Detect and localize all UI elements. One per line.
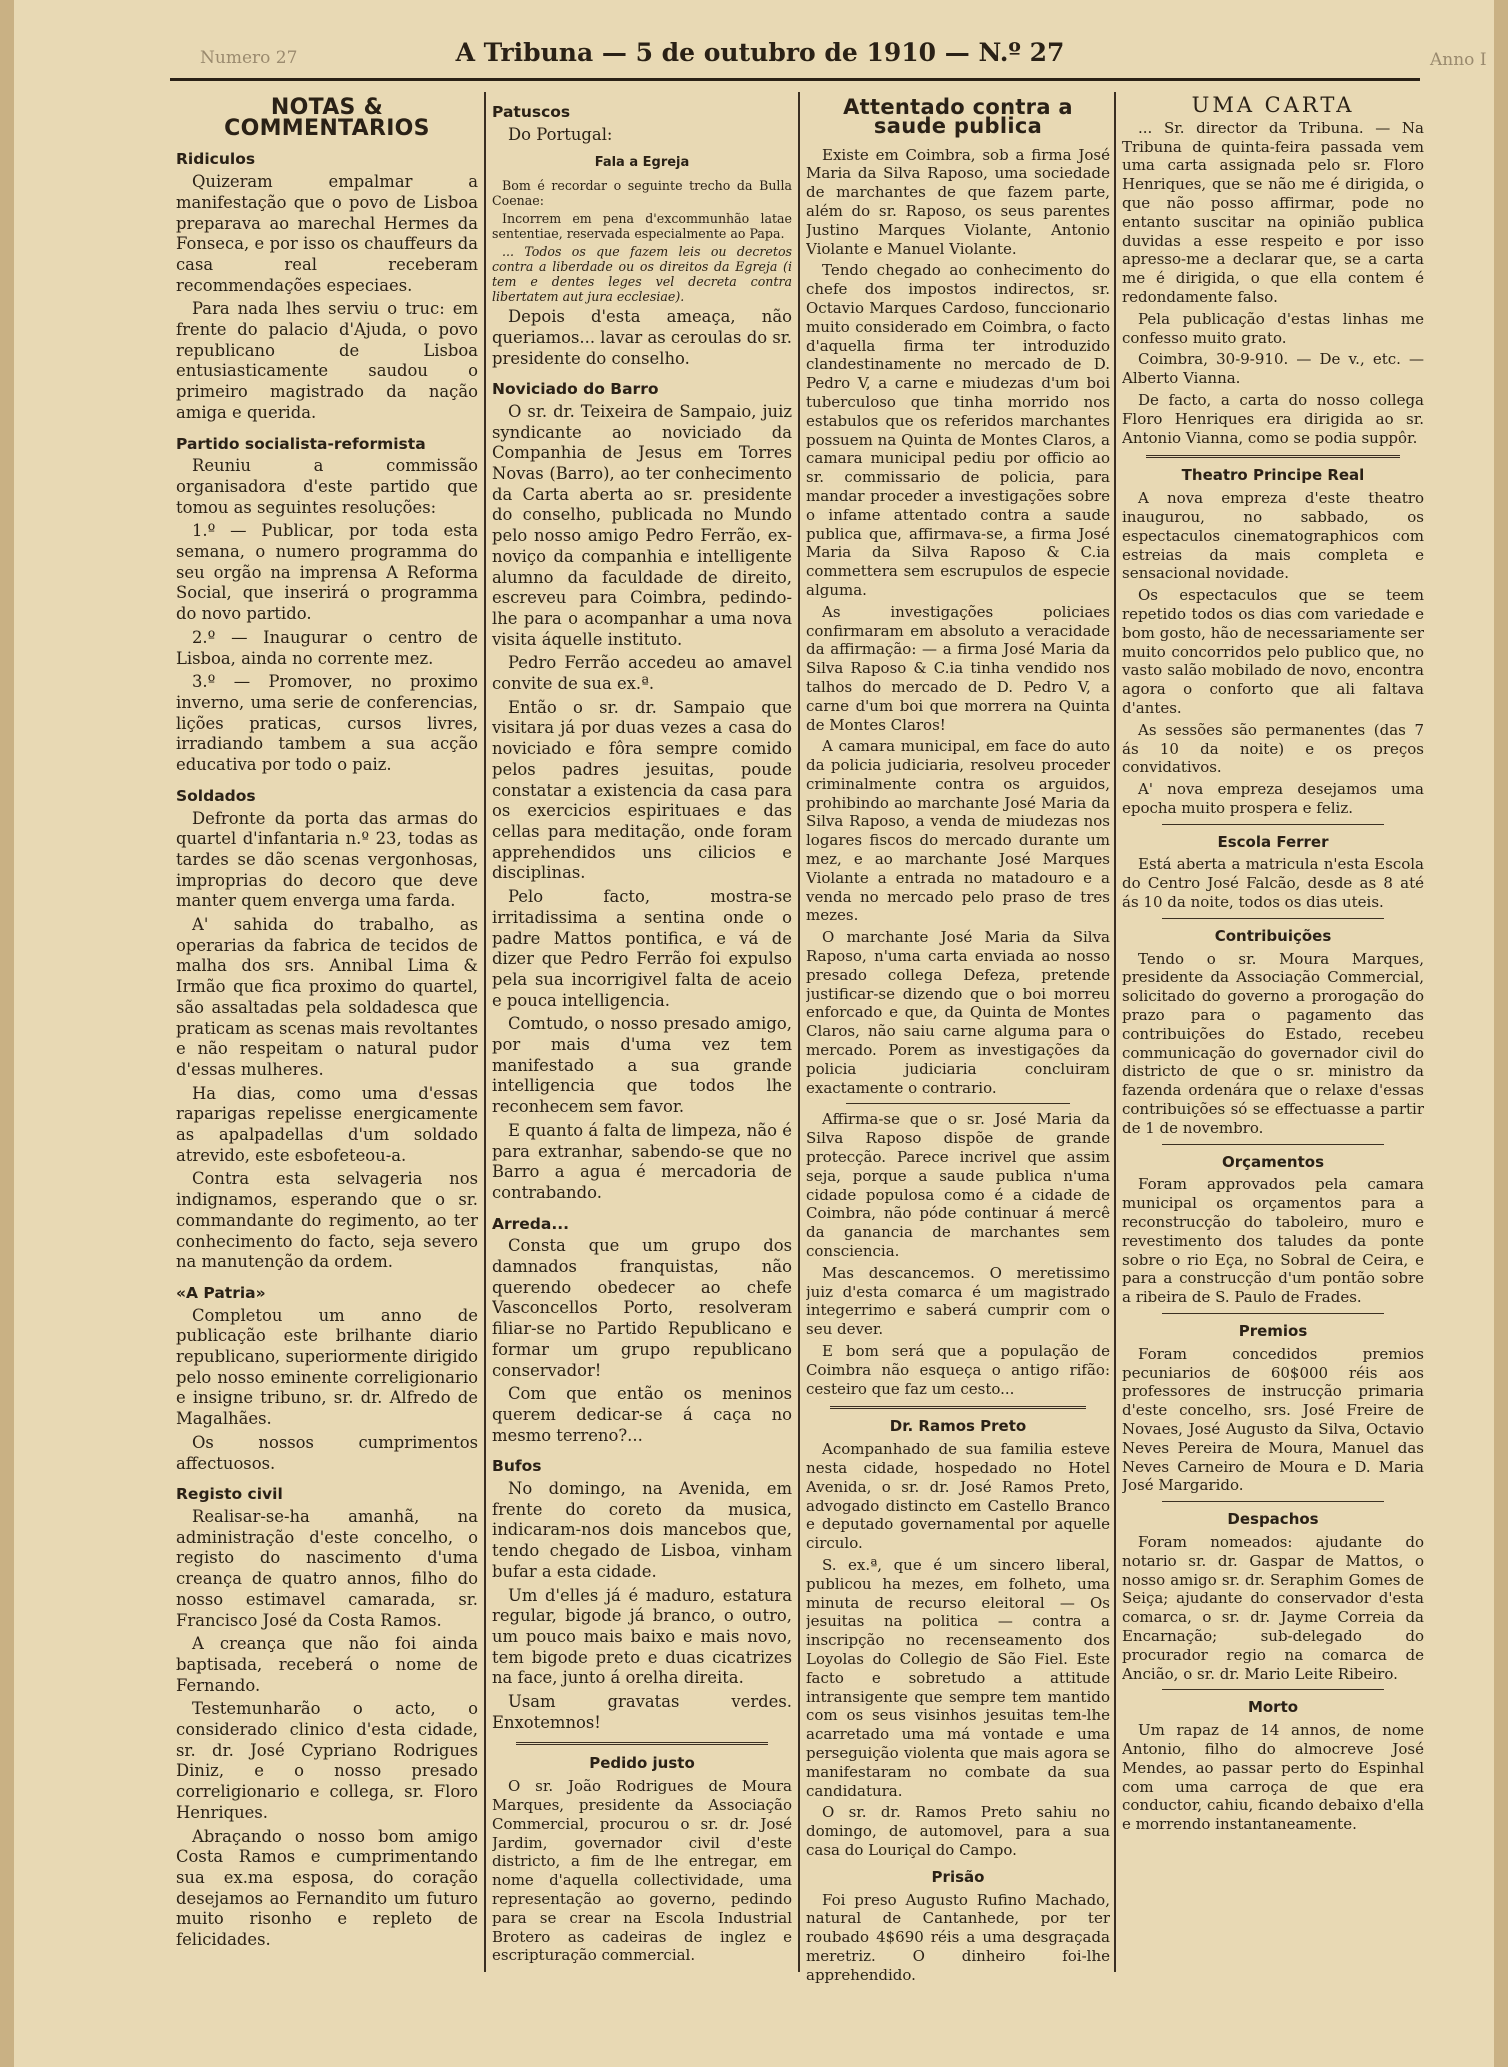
paragraph: A camara municipal, em face do auto da policia judiciaria, resolveu proceder criminalmente contra os arguidos, prohibindo ao marchante José Maria da Silva Raposo, a venda de miudezas nos logares fiscos do mercado durante um mez, e ao marchante José Marques Violante a entrada no matadouro e a venda no mercado pelo praso de tres mezes.	[806, 737, 1110, 925]
masthead-rule	[170, 78, 1420, 81]
paragraph: Acompanhado de sua familia esteve nesta cidade, hospedado no Hotel Avenida, o sr. dr. José Ramos Preto, advogado distincto em Castello Branco e deputado governamental por aquelle circulo.	[806, 1440, 1110, 1553]
masthead-title: A Tribuna — 5 de outubro de 1910 — N.º 27	[455, 38, 1065, 67]
section-title: NOTAS & COMMENTARIOS	[224, 95, 430, 141]
paragraph: Pedro Ferrão accedeu ao amavel convite de sua ex.ª.	[492, 653, 792, 694]
column-4	[1122, 92, 1424, 1837]
paragraph: Realisar-se-ha amanhã, na administração d'este concelho, o registo do nascimento d'uma creança de quatro annos, filho do nosso estimavel camarada, sr. Francisco José da Costa Ramos.	[176, 1507, 478, 1630]
quotation-block	[492, 178, 792, 304]
article-heading: Escola Ferrer	[1217, 832, 1329, 851]
paragraph: Defronte da porta das armas do quartel d'infantaria n.º 23, todas as tardes se dão scenas vergonhosas, improprias do decoro que deve manter quem enverga uma farda.	[176, 808, 478, 911]
section-title: Attentado contra a saude publica	[843, 95, 1073, 138]
article-heading: Partido socialista-reformista	[176, 434, 426, 453]
paragraph: Abraçando o nosso bom amigo Costa Ramos e cumprimentando sua ex.ma esposa, do coração desejamos ao Fernandito um futuro muito risonho e repleto de felicidades.	[176, 1826, 478, 1950]
article-heading: Ridiculos	[176, 150, 256, 169]
article-heading: Contribuições	[1214, 926, 1332, 945]
paragraph: A creança que não foi ainda baptisada, receberá o nome de Fernando.	[176, 1634, 478, 1695]
paragraph: O marchante José Maria da Silva Raposo, n'uma carta enviada ao nosso presado collega Defeza, pretende justificar-se dizendo que o boi morreu enforcado e que, da Quinta de Montes Claros, não saiu carne alguma para o mercado. Porem as investigações da policia judiciaria concluiram exactamente o contrario.	[806, 928, 1110, 1097]
paragraph: Então o sr. dr. Sampaio que visitara já por duas vezes a casa do noviciado e fôra sempre comido pelos padres jesuitas, poude constatar a existencia da casa para os exercicios espirituaes e das cellas para meditação, onde foram apprehendidos uns cilicios e disciplinas.	[492, 697, 792, 883]
paragraph: O sr. João Rodrigues de Moura Marques, presidente da Associação Commercial, procurou o sr. dr. José Jardim, governador civil d'este districto, a fim de lhe entregar, em nome d'aquella collectividade, uma representação ao governo, pedindo para se crear na Escola Industrial Brotero as cadeiras de inglez e escripturação commercial.	[492, 1777, 792, 1965]
paragraph: Affirma-se que o sr. José Maria da Silva Raposo dispõe de grande protecção. Parece incrivel que assim seja, porque a saude publica n'uma cidade populosa como é a cidade de Coimbra, não póde continuar á mercê da ganancia de marchantes sem consciencia.	[806, 1110, 1110, 1261]
paragraph: De facto, a carta do nosso collega Floro Henriques era dirigida ao sr. Antonio Vianna, como se podia suppôr.	[1122, 390, 1424, 447]
section-rule	[516, 1742, 768, 1745]
paragraph: Foi preso Augusto Rufino Machado, natural de Cantanhede, por ter roubado 4$690 réis a uma desgraçada meretriz. O dinheiro foi-lhe apprehendido.	[806, 1890, 1110, 1984]
paragraph: E quanto á falta de limpeza, não é para extranhar, sabendo-se que no Barro a agua é mercadoria de contrabando.	[492, 1120, 792, 1202]
article-heading: Patuscos	[492, 103, 571, 121]
paragraph: 2.º — Inaugurar o centro de Lisboa, ainda no corrente mez.	[176, 627, 478, 668]
quote-paragraph: Bom é recordar o seguinte trecho da Bulla Coenae:	[492, 178, 792, 209]
paragraph: Para nada lhes serviu o truc: em frente do palacio d'Ajuda, o povo republicano de Lisboa entusiasticamente saudou o primeiro magistrado da nação amiga e querida.	[176, 299, 478, 422]
column-1	[176, 92, 478, 1954]
paragraph: Consta que um grupo dos damnados franquistas, não querendo obedecer ao chefe Vasconcellos Porto, resolveram filiar-se no Partido Republicano e formar um grupo republicano conservador!	[492, 1236, 792, 1380]
divider	[1162, 824, 1384, 825]
paragraph: A nova empreza d'este theatro inaugurou, no sabbado, os espectaculos cinematographicos com estreias da mais completa e sensacional novidade.	[1122, 489, 1424, 583]
paragraph: Os espectaculos que se teem repetido todos os dias com variedade e bom gosto, hão de necessariamente ser muito concorridos pelo publico que, no vasto salão mobilado de novo, encontra agora o conforto que ali faltava d'antes.	[1122, 586, 1424, 717]
article-heading: Morto	[1247, 1698, 1299, 1717]
article-heading: Bufos	[492, 1457, 542, 1476]
paragraph: Com que então os meninos querem dedicar-se á caça no mesmo terreno?...	[492, 1384, 792, 1445]
paragraph: Pela publicação d'estas linhas me confesso muito grato.	[1122, 309, 1424, 347]
paragraph: Foram approvados pela camara municipal os orçamentos para a reconstrucção do taboleiro, muro e revestimento dos taludes da ponte sobre o rio Eça, no Sobral de Ceira, e para a construcção d'um pontão sobre a ribeira de S. Paulo de Frades.	[1122, 1175, 1424, 1307]
paragraph: Está aberta a matricula n'esta Escola do Centro José Falcão, desde as 8 até ás 10 da noite, todos os dias uteis.	[1122, 855, 1424, 912]
paragraph: E bom será que a população de Coimbra não esqueça o antigo rifão: cesteiro que faz um cesto...	[806, 1342, 1110, 1398]
divider	[1162, 1689, 1384, 1690]
article-heading: Noviciado do Barro	[492, 380, 659, 399]
paragraph: Foram nomeados: ajudante do notario sr. dr. Gaspar de Mattos, o nosso amigo sr. dr. Seraphim Gomes de Seiça; ajudante do conservador d'esta comarca, o sr. dr. Jayme Correia da Encarnação; sub-delegado do procurador regio na comarca de Ancião, o sr. dr. Mario Leite Ribeiro.	[1122, 1532, 1424, 1683]
article-heading: Prisão	[931, 1867, 985, 1886]
paragraph: Pelo facto, mostra-se irritadissima a sentina onde o padre Mattos pontifica, e vá de dizer que Pedro Ferrão foi expulso pela sua incorrigivel falta de aceio e pouca intelligencia.	[492, 887, 792, 1010]
article-heading: Dr. Ramos Preto	[889, 1417, 1027, 1436]
quote-paragraph: ... Todos os que fazem leis ou decretos contra a liberdade ou os direitos da Egreja (i tem e dentes leges vel decreta contra libertatem aut jura ecclesiae).	[492, 244, 792, 305]
article-subheading: Fala a Egreja	[594, 155, 690, 171]
page-edge-right	[1494, 0, 1508, 2067]
article-heading: Theatro Principe Real	[1181, 466, 1365, 485]
bleed-through-right: Anno I	[1430, 50, 1487, 70]
signature-line: Coimbra, 30-9-910. — De v., etc. — Alberto Vianna.	[1122, 350, 1424, 388]
paragraph: Comtudo, o nosso presado amigo, por mais d'uma vez tem manifestado a sua grande intelligencia que todos lhe reconhecem sem favor.	[492, 1014, 792, 1117]
paragraph: No domingo, na Avenida, em frente do coreto da musica, indicaram-nos dois mancebos que, tendo chegado de Lisboa, vinham bufar a esta cidade.	[492, 1479, 792, 1581]
paragraph: Foram concedidos premios pecuniarios de 60$000 réis aos professores de instrucção primaria d'este concelho, srs. José Freire de Novaes, José Augusto da Silva, Octavio Neves Pereira de Moura, Manuel das Neves Carneiro de Moura e D. Maria José Margarido.	[1122, 1344, 1424, 1495]
bleed-through-left: Numero 27	[200, 48, 298, 68]
column-3	[806, 92, 1110, 1988]
paragraph: A' sahida do trabalho, as operarias da fabrica de tecidos de malha dos srs. Annibal Lima & Irmão que fica proximo do quartel, são assaltadas pela soldadesca que praticam as scenas mais revoltantes e não respeitam o natural pudor d'essas mulheres.	[176, 915, 478, 1079]
paragraph: Os nossos cumprimentos affectuosos.	[176, 1432, 478, 1473]
section-rule	[830, 1406, 1086, 1409]
divider	[846, 1103, 1070, 1104]
article-heading: Premios	[1238, 1322, 1308, 1341]
paragraph: Mas descancemos. O meretissimo juiz d'esta comarca é um magistrado integerrimo e saberá cumprir com o seu dever.	[806, 1263, 1110, 1339]
article-heading: Orçamentos	[1221, 1152, 1325, 1171]
paragraph: ... Sr. director da Tribuna. — Na Tribuna de quinta-feira passada vem uma carta assignada pelo sr. Floro Henriques, que se não me é dirigida, o que não posso affirmar, pode no entanto suscitar na opinião publica duvidas a esse respeito e por isso apresso-me a declarar que, se a carta me é dirigida, o que ella contem é redondamente falso.	[1122, 118, 1424, 306]
paragraph: S. ex.ª, que é um sincero liberal, publicou ha mezes, em folheto, uma minuta de recurso eleitoral — Os jesuitas na politica — contra a inscripção no recenseamento dos Loyolas do Collegio de São Fiel. Este facto e sobretudo a attitude intransigente que sempre tem mantido com os seus visinhos jesuitas tem-lhe acarretado uma má vontade e uma perseguição violenta que mais agora se manifestaram no combate da sua candidatura.	[806, 1555, 1110, 1800]
article-heading: Arreda...	[492, 1214, 570, 1233]
paragraph: Contra esta selvageria nos indignamos, esperando que o sr. commandante do regimento, ao ter conhecimento do facto, seja severo na manutenção da ordem.	[176, 1169, 478, 1272]
article-heading: Registo civil	[176, 1485, 283, 1504]
paragraph: Um d'elles já é maduro, estatura regular, bigode já branco, o outro, um pouco mais baixo e mais novo, tem bigode preto e duas cicatrizes na face, junto á orelha direita.	[492, 1585, 792, 1688]
paragraph: Tendo chegado ao conhecimento do chefe dos impostos indirectos, sr. Octavio Marques Cardoso, funccionario muito considerado em Coimbra, o facto d'aquella firma ter introduzido clandestinamente no mercado de D. Pedro V, a carne e miudezas d'um boi tuberculoso que tinha morrido nos estabulos que os referidos marchantes possuem na Quinta de Montes Claros, a camara municipal pediu por officio ao sr. commissario de policia, para mandar proceder a investigações sobre o infame attentado contra a saude publica que, affirmava-se, a firma José Maria da Silva Raposo & C.ia commettera sem escrupulos de especie alguma.	[806, 261, 1110, 599]
paragraph: Testemunharão o acto, o considerado clinico d'esta cidade, sr. dr. José Cypriano Rodrigues Diniz, e o nosso presado correligionario e collega, sr. Floro Henriques.	[176, 1699, 478, 1822]
section-title: UMA CARTA	[1191, 93, 1355, 117]
page-edge-left	[0, 0, 14, 2067]
column-divider	[1114, 92, 1116, 1972]
paragraph: Depois d'esta ameaça, não queriamos... lavar as ceroulas do sr. presidente do conselho.	[492, 307, 792, 368]
divider	[1162, 1144, 1384, 1145]
column-2	[492, 92, 792, 1968]
divider	[1162, 918, 1384, 919]
paragraph: As investigações policiaes confirmaram em absoluto a veracidade da affirmação: — a firma José Maria da Silva Raposo & C.ia tinha vendido nos talhos do mercado de D. Pedro V, a carne d'um boi que morrera na Quinta de Montes Claros!	[806, 602, 1110, 734]
paragraph: Completou um anno de publicação este brilhante diario republicano, superiormente dirigido pelo nosso eminente correligionario e insigne tribuno, sr. dr. Alfredo de Magalhães.	[176, 1305, 478, 1429]
divider	[1162, 1313, 1384, 1314]
paragraph: Ha dias, como uma d'essas raparigas repelisse energicamente as apalpadellas d'um soldado atrevido, este esbofeteou-a.	[176, 1083, 478, 1165]
quote-paragraph: Incorrem em pena d'excommunhão latae sententiae, reservada especialmente ao Papa.	[492, 211, 792, 242]
paragraph: A' nova empreza desejamos uma epocha muito prospera e feliz.	[1122, 780, 1424, 817]
paragraph: 3.º — Promover, no proximo inverno, uma serie de conferencias, lições praticas, cursos livres, irradiando tambem a sua acção educativa por todo o paiz.	[176, 672, 478, 775]
paragraph: Um rapaz de 14 annos, de nome Antonio, filho do almocreve José Mendes, ao passar perto do Espinhal com uma carroça de que era conductor, cahiu, ficando debaixo d'ella e morrendo instantaneamente.	[1122, 1721, 1424, 1834]
paragraph: Reuniu a commissão organisadora d'este partido que tomou as seguintes resoluções:	[176, 456, 478, 517]
paragraph: Tendo o sr. Moura Marques, presidente da Associação Commercial, solicitado do governo a prorogação do prazo para o pagamento das contribuições do Estado, recebeu communicação do governador civil do districto de que o sr. ministro da fazenda ordenára que o relaxe d'essas contribuições só se effectuasse a partir de 1 de novembro.	[1122, 949, 1424, 1137]
column-divider	[484, 92, 486, 1972]
article-heading: Soldados	[176, 786, 256, 805]
section-rule	[1146, 455, 1400, 458]
paragraph: 1.º — Publicar, por toda esta semana, o numero programma do seu orgão na imprensa A Reforma Social, que inserirá o programma do novo partido.	[176, 521, 478, 624]
article-heading: «A Patria»	[176, 1283, 266, 1302]
article-heading: Despachos	[1227, 1510, 1319, 1529]
article-heading: Pedido justo	[589, 1753, 695, 1772]
paragraph: Usam gravatas verdes. Enxotemnos!	[492, 1692, 792, 1732]
paragraph: O sr. dr. Teixeira de Sampaio, juiz syndicante ao noviciado da Companhia de Jesus em Torres Novas (Barro), ao ter conhecimento da Carta aberta ao sr. presidente do conselho, publicada no Mundo pelo nosso amigo Pedro Ferrão, ex-noviço da companhia e intelligente alumno da faculdade de direito, escreveu para Coimbra, pedindo-lhe para o acompanhar a uma nova visita áquelle instituto.	[492, 401, 792, 649]
paragraph: Do Portugal:	[508, 124, 613, 144]
paragraph: Existe em Coimbra, sob a firma José Maria da Silva Raposo, uma sociedade de marchantes de que fazem parte, além do sr. Raposo, os seus parentes Justino Marques Violante, Antonio Violante e Manuel Violante.	[806, 145, 1110, 258]
paragraph: O sr. dr. Ramos Preto sahiu no domingo, de automovel, para a sua casa do Louriçal do Campo.	[806, 1803, 1110, 1859]
paragraph: Quizeram empalmar a manifestação que o povo de Lisboa preparava ao marechal Hermes da Fonseca, e por isso os chauffeurs da casa real receberam recommendações especiaes.	[176, 172, 478, 295]
divider	[1162, 1501, 1384, 1502]
column-divider	[798, 92, 800, 1972]
paragraph: As sessões são permanentes (das 7 ás 10 da noite) e os preços convidativos.	[1122, 720, 1424, 777]
